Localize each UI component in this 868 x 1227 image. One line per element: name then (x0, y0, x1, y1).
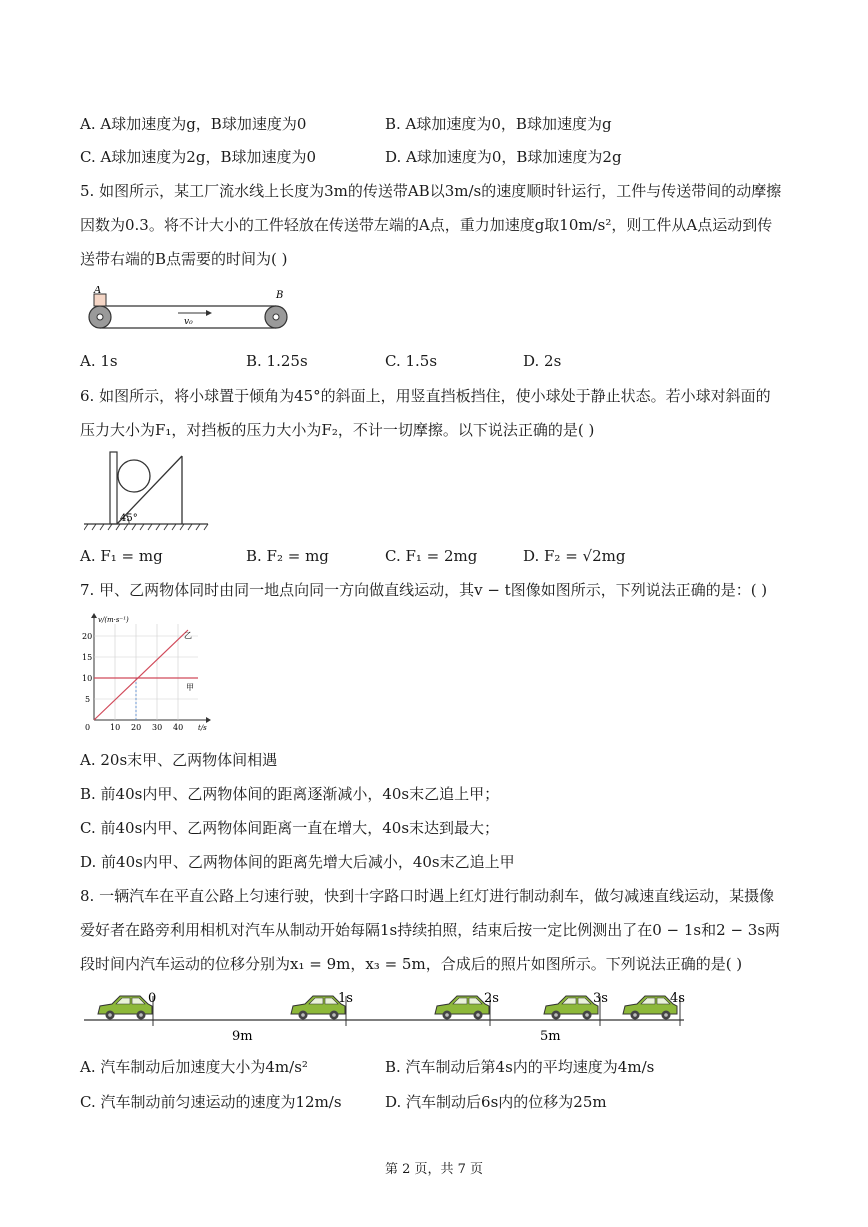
car-photos-figure (80, 986, 700, 1046)
q7-option-c: C. 前40s内甲、乙两物体间距离一直在增大，40s末达到最大； (80, 819, 500, 837)
q8-option-c: C. 汽车制动前匀速运动的速度为12m/s (80, 1093, 342, 1111)
series-label-jia: 甲 (186, 683, 194, 692)
q6-stem-line1: 6. 如图所示，将小球置于倾角为45°的斜面上，用竖直挡板挡住，使小球处于静止状态。若小球对斜面的 (80, 387, 771, 405)
q7-option-a: A. 20s末甲、乙两物体间相遇 (80, 751, 278, 769)
incline-ball-figure (84, 448, 214, 536)
q8-stem-line2: 爱好者在路旁利用相机对汽车从制动开始每隔1s持续拍照，结束后按一定比例测出了在0 − 1s和2 − 3s两 (80, 921, 781, 939)
q8-option-d: D. 汽车制动后6s内的位移为25m (385, 1093, 607, 1111)
time-label-0: 0 (148, 991, 157, 1006)
q5-option-a: A. 1s (80, 352, 118, 370)
y-axis-label: v/(m·s⁻¹) (98, 616, 129, 624)
q6-stem-line2: 压力大小为F₁，对挡板的压力大小为F₂，不计一切摩擦。以下说法正确的是( ) (80, 421, 595, 439)
x-tick-20: 20 (131, 723, 142, 732)
y-tick-20: 20 (82, 632, 93, 641)
vt-graph (80, 612, 220, 736)
q6-option-a: A. F₁ = mg (80, 547, 163, 565)
q4-option-b: B. A球加速度为0，B球加速度为g (385, 115, 612, 133)
q6-option-c: C. F₁ = 2mg (385, 547, 478, 565)
x-tick-30: 30 (152, 723, 163, 732)
belt-label-b: B (276, 290, 284, 301)
belt-label-v0: v₀ (184, 317, 193, 327)
q5-stem-line1: 5. 如图所示，某工厂流水线上长度为3m的传送带AB以3m/s的速度顺时针运行，工件与传送带间的动摩擦 (80, 182, 782, 200)
page-footer: 第 2 页，共 7 页 (384, 1162, 484, 1177)
q5-stem-line3: 送带右端的B点需要的时间为( ) (80, 250, 288, 268)
time-label-4s: 4s (670, 991, 685, 1006)
y-tick-15: 15 (82, 653, 93, 662)
q5-option-d: D. 2s (523, 352, 562, 370)
q8-stem-line1: 8. 一辆汽车在平直公路上匀速行驶，快到十字路口时遇上红灯进行制动刹车，做匀减速直线运动，某摄像 (80, 887, 775, 905)
q8-option-a: A. 汽车制动后加速度大小为4m/s² (80, 1058, 308, 1076)
x-axis-label: t/s (198, 724, 207, 732)
q5-stem-line2: 因数为0.3。将不计大小的工件轻放在传送带左端的A点，重力加速度g取10m/s²，则工件从A点运动到传 (80, 216, 773, 234)
q5-option-b: B. 1.25s (246, 352, 308, 370)
series-label-yi: 乙 (184, 631, 192, 640)
time-label-2s: 2s (484, 991, 499, 1006)
q6-option-d: D. F₂ = √2mg (523, 547, 626, 565)
q8-option-b: B. 汽车制动后第4s内的平均速度为4m/s (385, 1058, 655, 1076)
time-label-3s: 3s (593, 991, 608, 1006)
distance-label-5m: 5m (540, 1029, 561, 1044)
q4-option-a: A. A球加速度为g，B球加速度为0 (80, 115, 307, 133)
y-tick-5: 5 (85, 695, 91, 704)
q6-option-b: B. F₂ = mg (246, 547, 329, 565)
time-label-1s: 1s (338, 991, 353, 1006)
incline-angle-label: 45° (120, 513, 138, 524)
x-tick-40: 40 (173, 723, 184, 732)
q4-option-c: C. A球加速度为2g，B球加速度为0 (80, 148, 317, 166)
distance-label-9m: 9m (232, 1029, 253, 1044)
q8-stem-line3: 段时间内汽车运动的位移分别为x₁ = 9m，x₃ = 5m，合成后的照片如图所示。下列说法正确的是( ) (80, 955, 743, 973)
q4-option-d: D. A球加速度为0，B球加速度为2g (385, 148, 622, 166)
belt-label-a: A (94, 286, 102, 296)
q7-option-b: B. 前40s内甲、乙两物体间的距离逐渐减小，40s末乙追上甲； (80, 785, 500, 803)
q5-option-c: C. 1.5s (385, 352, 438, 370)
q7-option-d: D. 前40s内甲、乙两物体间的距离先增大后减小，40s末乙追上甲 (80, 853, 515, 871)
conveyor-belt-figure (84, 286, 296, 332)
y-tick-10: 10 (82, 674, 93, 683)
q7-stem-line1: 7. 甲、乙两物体同时由同一地点向同一方向做直线运动，其v − t图像如图所示，下列说法正确的是：( ) (80, 581, 768, 599)
y-tick-0: 0 (85, 723, 91, 732)
x-tick-10: 10 (110, 723, 121, 732)
